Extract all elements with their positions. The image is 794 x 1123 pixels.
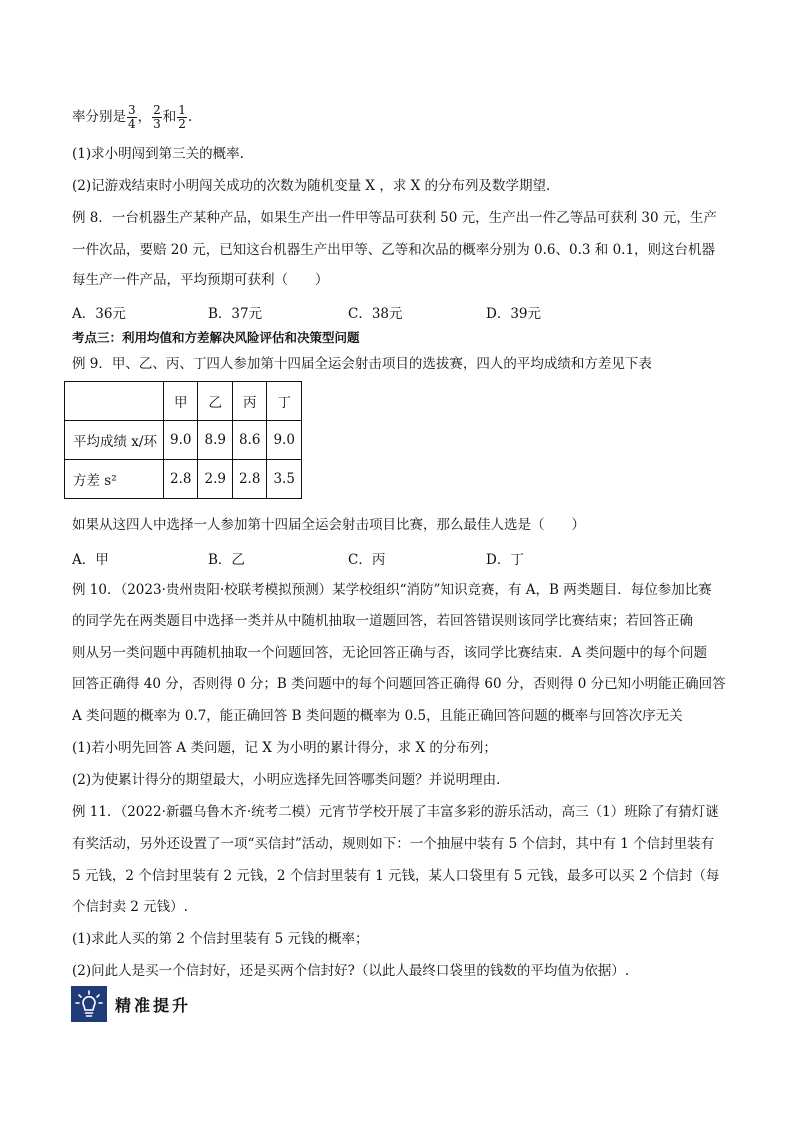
ex11-line2: 有奖活动，另外还设置了一项“买信封”活动，规则如下：一个抽屉中装有 5 个信封，其中有 1 个信封里装有 [72, 836, 715, 852]
banner-title: 精准提升 [115, 995, 192, 1015]
ex11-line3: 5 元钱，2 个信封里装有 2 元钱，2 个信封里装有 1 元钱，某人口袋里有 5 元钱，最多可以买 2 个信封（每 [72, 868, 720, 884]
ex8-option-d: D．39元 [486, 306, 542, 322]
ex11-line1: 例 11．（2022·新疆乌鲁木齐·统考二模）元宵节学校开展了丰富多彩的游乐活动，高三（1）班除了有猜灯谜 [72, 804, 719, 820]
table-header-cell: 丁 [267, 382, 301, 421]
ex10-part2: (2)为使累计得分的期望最大，小明应选择先回答哪类问题？并说明理由． [72, 772, 510, 788]
ex10-line5: A 类问题的概率为 0.7，能正确回答 B 类问题的概率为 0.5，且能正确回答问题的概率与回答次序无关 [72, 708, 683, 724]
fraction-2-3: $\frac{2}{3}$ [153, 103, 161, 131]
table-row-label: 方差 s² [65, 460, 164, 499]
table-cell: 2.9 [198, 460, 232, 499]
table-cell: 9.0 [164, 421, 198, 460]
table-row [65, 421, 302, 460]
ex8-option-b: B．37元 [208, 306, 263, 322]
ex8-option-c: C．38元 [348, 306, 403, 322]
ex10-line4: 回答正确得 40 分，否则得 0 分；B 类问题中的每个问题回答正确得 60 分，否则得 0 分已知小明能正确回答 [72, 676, 726, 692]
table-cell: 3.5 [267, 460, 301, 499]
ex11-line4: 个信封卖 2 元钱）. [72, 899, 188, 915]
fraction-3-4: $\frac{3}{4}$ [128, 103, 136, 131]
section-3-heading: 考点三：利用均值和方差解决风险评估和决策型问题 [72, 330, 360, 345]
ex8-line2: 一件次品，要赔 20 元，已知这台机器生产出甲等、乙等和次品的概率分别为 0.6、0.3 和 0.1，则这台机器 [72, 242, 716, 258]
ex8-option-a: A．36元 [72, 306, 126, 322]
ex10-line3: 则从另一类问题中再随机抽取一个问题回答，无论回答正确与否，该同学比赛结束．A 类问题中的每个问题 [72, 645, 708, 661]
table-cell: 2.8 [232, 460, 266, 499]
ex9-option-c: C．丙 [348, 552, 386, 568]
ex10-line1: 例 10．（2023·贵州贵阳·校联考模拟预测）某学校组织“消防”知识竞赛，有 A，B 两类题目．每位参加比赛 [72, 582, 712, 598]
ex10-line2: 的同学先在两类题目中选择一类并从中随机抽取一道题回答，若回答错误则该同学比赛结束；若回答正确 [72, 613, 693, 629]
ex9-line2: 如果从这四人中选择一人参加第十四届全运会射击项目比赛，那么最佳人选是（ ） [72, 517, 585, 533]
q7-part1: (1)求小明闯到第三关的概率. [72, 146, 244, 162]
table-row [65, 460, 302, 499]
table-header-cell: 丙 [232, 382, 266, 421]
ex8-line1: 例 8．一台机器生产某种产品，如果生产出一件甲等品可获利 50 元，生产出一件乙等品可获利 30 元，生产 [72, 210, 717, 226]
ex9-option-d: D．丁 [486, 552, 524, 568]
table-header-cell: 甲 [164, 382, 198, 421]
table-cell: 8.9 [198, 421, 232, 460]
ex9-line1: 例 9．甲、乙、丙、丁四人参加第十四届全运会射击项目的选拔赛，四人的平均成绩和方差见下表 [72, 356, 652, 372]
ex8-line3: 每生产一件产品，平均预期可获利（ ） [72, 272, 329, 288]
lightbulb-icon [71, 986, 107, 1022]
table-cell: 2.8 [164, 460, 198, 499]
table-row-label: 平均成绩 x/环 [65, 421, 164, 460]
table-header-row [65, 382, 302, 421]
table-cell: 8.6 [232, 421, 266, 460]
table-corner-cell [65, 382, 164, 421]
score-variance-table [64, 381, 302, 499]
ex9-option-a: A．甲 [72, 552, 109, 568]
ex10-part1: (1)若小明先回答 A 类问题，记 X 为小明的累计得分，求 X 的分布列； [72, 740, 497, 756]
table-cell: 9.0 [267, 421, 301, 460]
intro-line: 率分别是 $\frac{3}{4}$ ， $\frac{2}{3}$ 和 $\frac{1}{2}$ . [72, 103, 193, 131]
q7-part2: (2)记游戏结束时小明闯关成功的次数为随机变量 X ，求 X 的分布列及数学期望. [72, 178, 551, 194]
table-header-cell: 乙 [198, 382, 232, 421]
precise-improvement-banner [71, 986, 191, 1022]
ex11-part1: (1)求此人买的第 2 个信封里装有 5 元钱的概率； [72, 931, 369, 947]
ex11-part2: (2)问此人是买一个信封好，还是买两个信封好?（以此人最终口袋里的钱数的平均值为依据）. [72, 963, 630, 979]
ex9-option-b: B．乙 [208, 552, 245, 568]
fraction-1-2: $\frac{1}{2}$ [178, 103, 186, 131]
